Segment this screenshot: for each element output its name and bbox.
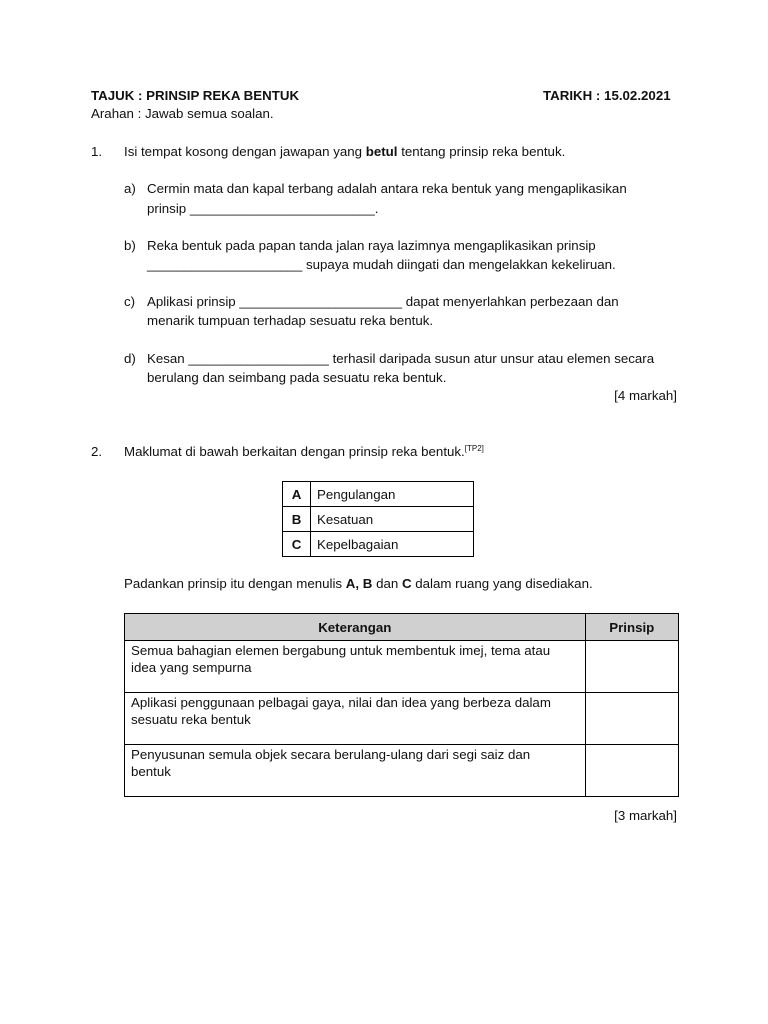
part-text-line1: Kesan ___________________ terhasil daripada susun atur unsur atau elemen secara	[147, 351, 655, 366]
option-key: C	[283, 532, 311, 557]
question-2-number: 2.	[91, 444, 103, 459]
question-2-stem: Maklumat di bawah berkaitan dengan prinsip reka bentuk.[TP2]	[124, 444, 484, 459]
table-row	[125, 641, 679, 693]
part-label: b)	[124, 238, 136, 253]
matching-table-header	[125, 614, 679, 641]
part-text-line2: menarik tumpuan terhadap sesuatu reka bentuk.	[147, 313, 434, 328]
instruction-text: Arahan : Jawab semua soalan.	[91, 106, 274, 121]
header-keterangan: Keterangan	[125, 614, 586, 641]
question-1-number: 1.	[91, 144, 103, 159]
part-label: d)	[124, 351, 136, 366]
options-row	[283, 507, 474, 532]
header-prinsip: Prinsip	[585, 614, 678, 641]
description-cell: Semua bahagian elemen bergabung untuk membentuk imej, tema atau idea yang sempurna	[125, 641, 586, 693]
option-value: Kesatuan	[311, 507, 474, 532]
part-label: c)	[124, 294, 136, 309]
question-1-stem: Isi tempat kosong dengan jawapan yang betul tentang prinsip reka bentuk.	[124, 144, 566, 159]
table-row	[125, 745, 679, 797]
tp-tag: [TP2]	[464, 444, 484, 453]
part-text-line2: prinsip _________________________.	[147, 201, 379, 216]
part-text-line2: _____________________ supaya mudah diingati dan mengelakkan kekeliruan.	[147, 257, 616, 272]
question-2-instruction: Padankan prinsip itu dengan menulis A, B dan C dalam ruang yang disediakan.	[124, 576, 593, 591]
part-text-line1: Cermin mata dan kapal terbang adalah antara reka bentuk yang mengaplikasikan	[147, 181, 627, 196]
option-value: Kepelbagaian	[311, 532, 474, 557]
question-2-marks: [3 markah]	[614, 808, 677, 823]
part-text-line2: berulang dan seimbang pada sesuatu reka bentuk.	[147, 370, 447, 385]
option-value: Pengulangan	[311, 482, 474, 507]
options-row	[283, 532, 474, 557]
description-cell: Aplikasi penggunaan pelbagai gaya, nilai dan idea yang berbeza dalam sesuatu reka bentuk	[125, 693, 586, 745]
question-1-marks: [4 markah]	[614, 388, 677, 403]
options-row	[283, 482, 474, 507]
answer-cell[interactable]	[585, 745, 678, 797]
option-key: B	[283, 507, 311, 532]
table-row	[125, 693, 679, 745]
option-key: A	[283, 482, 311, 507]
answer-cell[interactable]	[585, 641, 678, 693]
part-text-line1: Aplikasi prinsip ______________________ dapat menyerlahkan perbezaan dan	[147, 294, 619, 309]
part-label: a)	[124, 181, 136, 196]
matching-table	[124, 613, 679, 797]
date-label: TARIKH : 15.02.2021	[543, 88, 671, 103]
part-text-line1: Reka bentuk pada papan tanda jalan raya lazimnya mengaplikasikan prinsip	[147, 238, 596, 253]
description-cell: Penyusunan semula objek secara berulang-ulang dari segi saiz dan bentuk	[125, 745, 586, 797]
options-table	[282, 481, 474, 557]
page-title: TAJUK : PRINSIP REKA BENTUK	[91, 88, 300, 103]
answer-cell[interactable]	[585, 693, 678, 745]
